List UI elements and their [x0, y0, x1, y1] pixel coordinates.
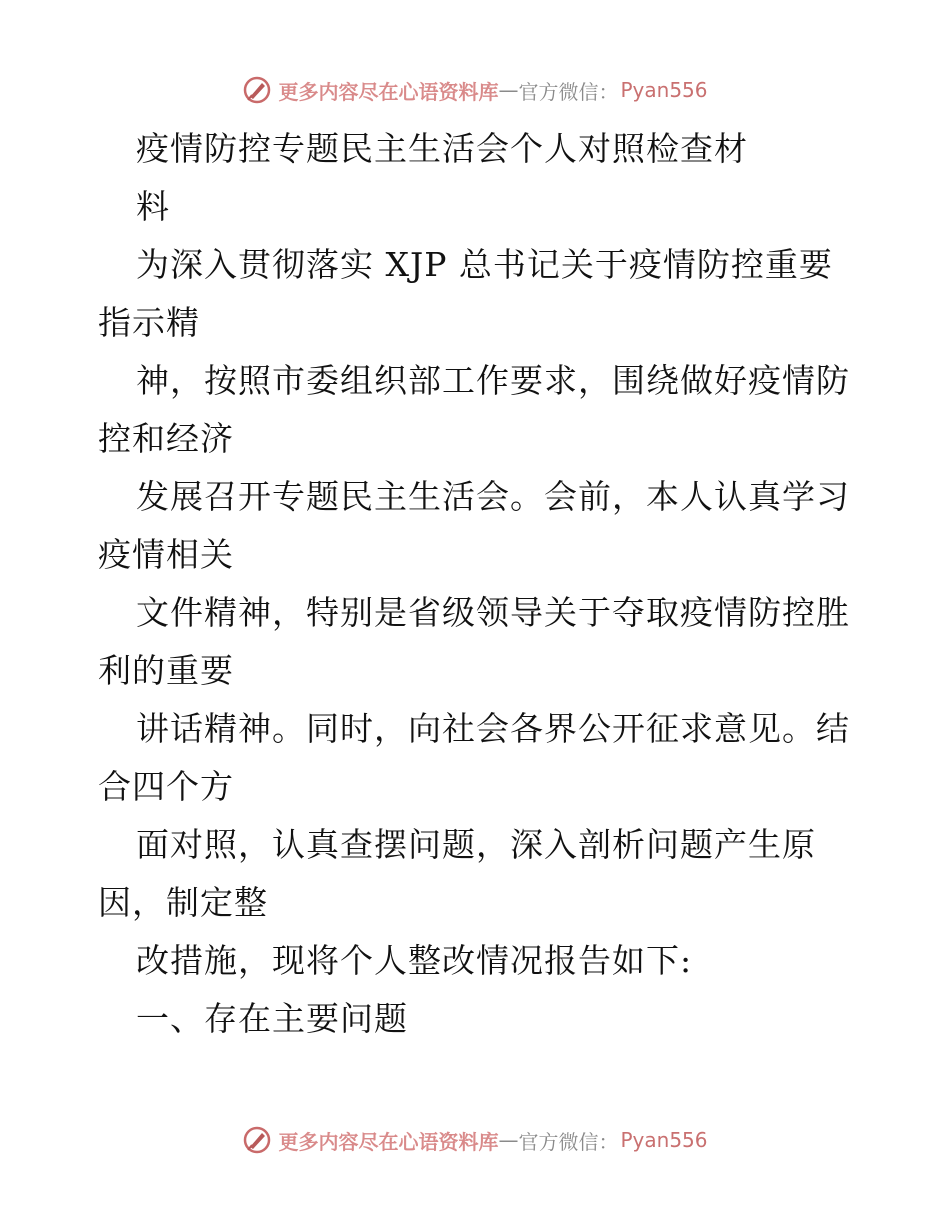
doc-line: 控和经济 [98, 419, 234, 458]
doc-line: 发展召开专题民主生活会。会前，本人认真学习 [136, 477, 850, 516]
doc-line: 讲话精神。同时，向社会各界公开征求意见。结 [136, 709, 850, 748]
header-banner [0, 70, 950, 110]
document-body [98, 124, 878, 1052]
doc-title-line-2: 料 [136, 187, 170, 226]
doc-line: 指示精 [98, 303, 200, 342]
footer-banner [0, 1120, 950, 1160]
doc-line: 合四个方 [98, 767, 234, 806]
feather-logo-icon [242, 1125, 272, 1155]
doc-line: 面对照，认真查摆问题，深入剖析问题产生原 [136, 825, 816, 864]
banner-title: 更多内容尽在心语资料库 [278, 1129, 499, 1154]
banner-dash: — [498, 78, 519, 102]
doc-line: 改措施，现将个人整改情况报告如下: [136, 941, 693, 980]
banner-official-label: 官方微信： [518, 1129, 619, 1154]
banner-wechat-id: Pyan556 [620, 1128, 708, 1152]
doc-line: 疫情相关 [98, 535, 234, 574]
doc-line: 神，按照市委组织部工作要求，围绕做好疫情防 [136, 361, 850, 400]
feather-logo-icon [242, 75, 272, 105]
banner-official-label: 官方微信： [518, 79, 619, 104]
doc-line: 为深入贯彻落实 XJP 总书记关于疫情防控重要 [136, 245, 833, 284]
section-heading: 一、存在主要问题 [136, 999, 408, 1038]
doc-line: 因，制定整 [98, 883, 268, 922]
banner-dash: — [498, 1128, 519, 1152]
banner-title: 更多内容尽在心语资料库 [278, 79, 499, 104]
doc-line: 文件精神，特别是省级领导关于夺取疫情防控胜 [136, 593, 850, 632]
doc-line: 利的重要 [98, 651, 234, 690]
banner-wechat-id: Pyan556 [620, 78, 708, 102]
doc-title-line-1: 疫情防控专题民主生活会个人对照检查材 [136, 129, 748, 168]
